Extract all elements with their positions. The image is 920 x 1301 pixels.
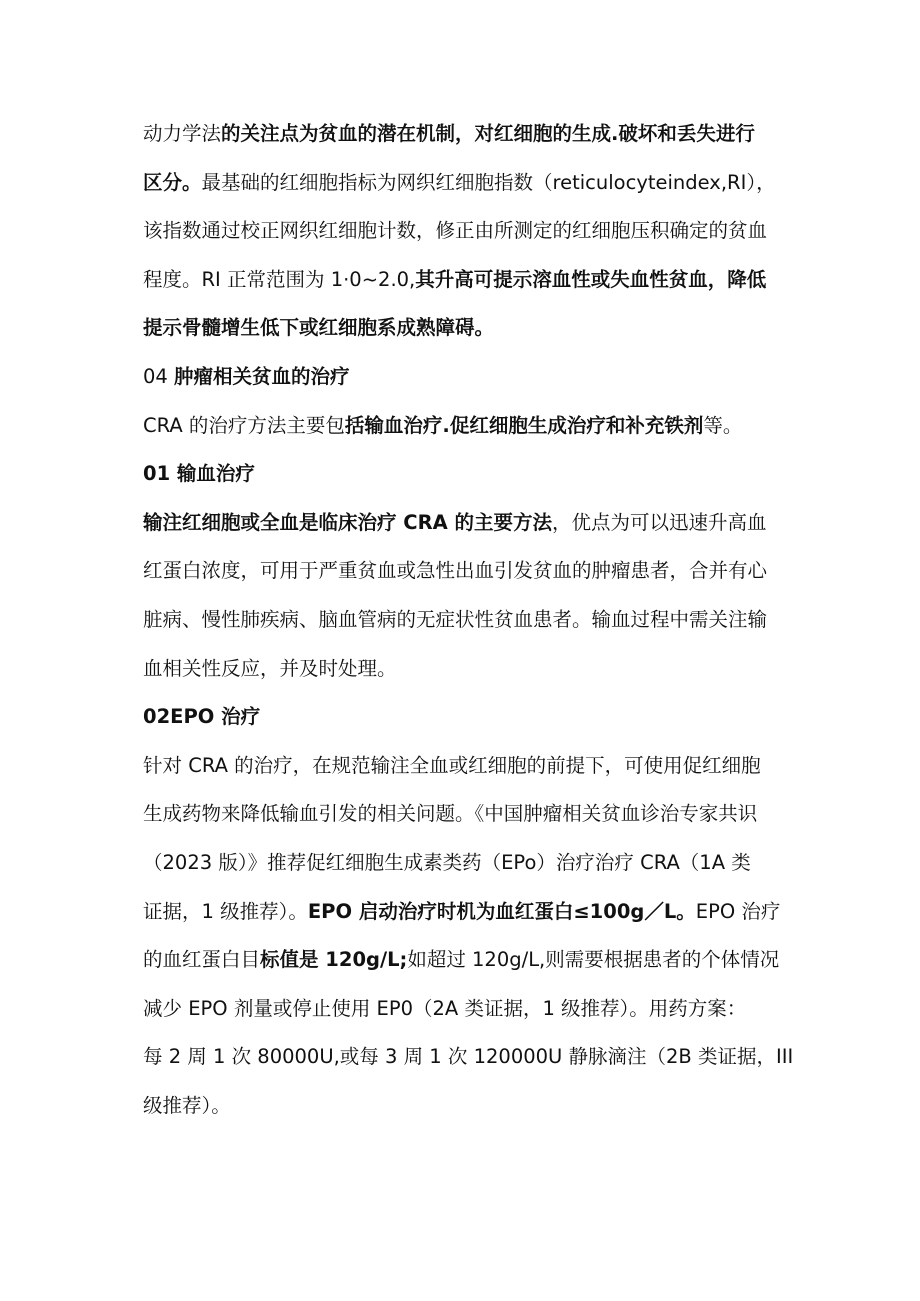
text-run: 04 xyxy=(143,364,175,388)
bold-text-run: 括输血治疗.促红细胞生成治疗和补充铁剂 xyxy=(344,413,704,437)
text-run: 如超过 120g/L,则需要根据患者的个体情况 xyxy=(407,948,780,972)
text-line xyxy=(143,503,793,552)
bold-text-run: 肿瘤相关贫血的治疗 xyxy=(174,364,350,388)
text-run: 减少 EPO 剂量或停止使用 EP0（2A 类证据，1 级推荐）。用药方案： xyxy=(143,996,747,1020)
text-line xyxy=(143,114,793,163)
text-run: 红蛋白浓度，可用于严重贫血或急性出血引发贫血的肿瘤患者，合并有心 xyxy=(143,559,768,583)
text-line xyxy=(143,794,793,843)
bold-text-run: 其升高可提示溶血性或失血性贫血，降低 xyxy=(415,267,767,291)
text-run: EPO 治疗 xyxy=(695,899,781,923)
bold-text-run: 的关注点为贫血的潜在机制，对红细胞的生成.破坏和丢失进行 xyxy=(221,122,755,145)
text-run: 最基础的红细胞指标为网织红细胞指数（reticulocyteindex,RI）， xyxy=(201,170,776,194)
text-line xyxy=(143,989,793,1038)
text-line xyxy=(143,357,793,406)
text-line xyxy=(143,892,793,941)
bold-text-run: 输注红细胞或全血是临床治疗 CRA 的主要方法 xyxy=(143,510,552,534)
text-run: 证据，1 级推荐）。 xyxy=(143,899,308,923)
text-line xyxy=(143,551,793,600)
text-line xyxy=(143,211,793,260)
text-line xyxy=(143,454,793,503)
bold-text-run: 标值是 120g/L; xyxy=(260,948,408,972)
bold-text-run: 区分。 xyxy=(143,170,202,194)
text-run: 动力学法 xyxy=(143,122,222,145)
text-run: 该指数通过校正网织红细胞计数，修正由所测定的红细胞压积确定的贫血 xyxy=(143,219,768,243)
text-line xyxy=(143,163,793,212)
text-line xyxy=(143,746,793,795)
bold-text-run: 02EPO 治疗 xyxy=(143,705,261,729)
bold-text-run: EPO 启动治疗时机为血红蛋白≤100g／L。 xyxy=(307,899,696,923)
text-line xyxy=(143,940,793,989)
text-line xyxy=(143,406,793,455)
text-line xyxy=(143,600,793,649)
text-run: 程度。RI 正常范围为 1·0~2.0, xyxy=(143,267,416,291)
text-line xyxy=(143,843,793,892)
bold-text-run: 提示骨髓增生低下或红细胞系成熟障碍。 xyxy=(143,316,495,340)
document-body xyxy=(143,114,793,1134)
text-run: 每 2 周 1 次 80000U,或每 3 周 1 次 120000U 静脉滴注（2B 类证据，III xyxy=(143,1045,794,1069)
text-run: 血相关性反应，并及时处理。 xyxy=(143,656,397,680)
text-run: 生成药物来降低输血引发的相关问题。《中国肿瘤相关贫血诊治专家共识 xyxy=(143,802,758,826)
text-line xyxy=(143,697,793,746)
text-line xyxy=(143,1086,793,1135)
text-run: 脏病、慢性肺疾病、脑血管病的无症状性贫血患者。输血过程中需关注输 xyxy=(143,607,768,631)
text-run: （2023 版）》推荐促红细胞生成素类药（EPo）治疗治疗 CRA（1A 类 xyxy=(143,850,751,874)
text-line xyxy=(143,1037,793,1086)
text-run: 的血红蛋白目 xyxy=(143,948,261,972)
text-line xyxy=(143,649,793,698)
text-run: 等。 xyxy=(703,413,743,437)
bold-text-run: 01 输血治疗 xyxy=(143,462,255,486)
text-run: ，优点为可以迅速升高血 xyxy=(552,510,767,534)
text-run: 级推荐）。 xyxy=(143,1093,231,1117)
text-run: CRA 的治疗方法主要包 xyxy=(143,413,345,437)
text-run: 针对 CRA 的治疗，在规范输注全血或红细胞的前提下，可使用促红细胞 xyxy=(143,753,761,777)
text-line xyxy=(143,308,793,357)
text-line xyxy=(143,260,793,309)
